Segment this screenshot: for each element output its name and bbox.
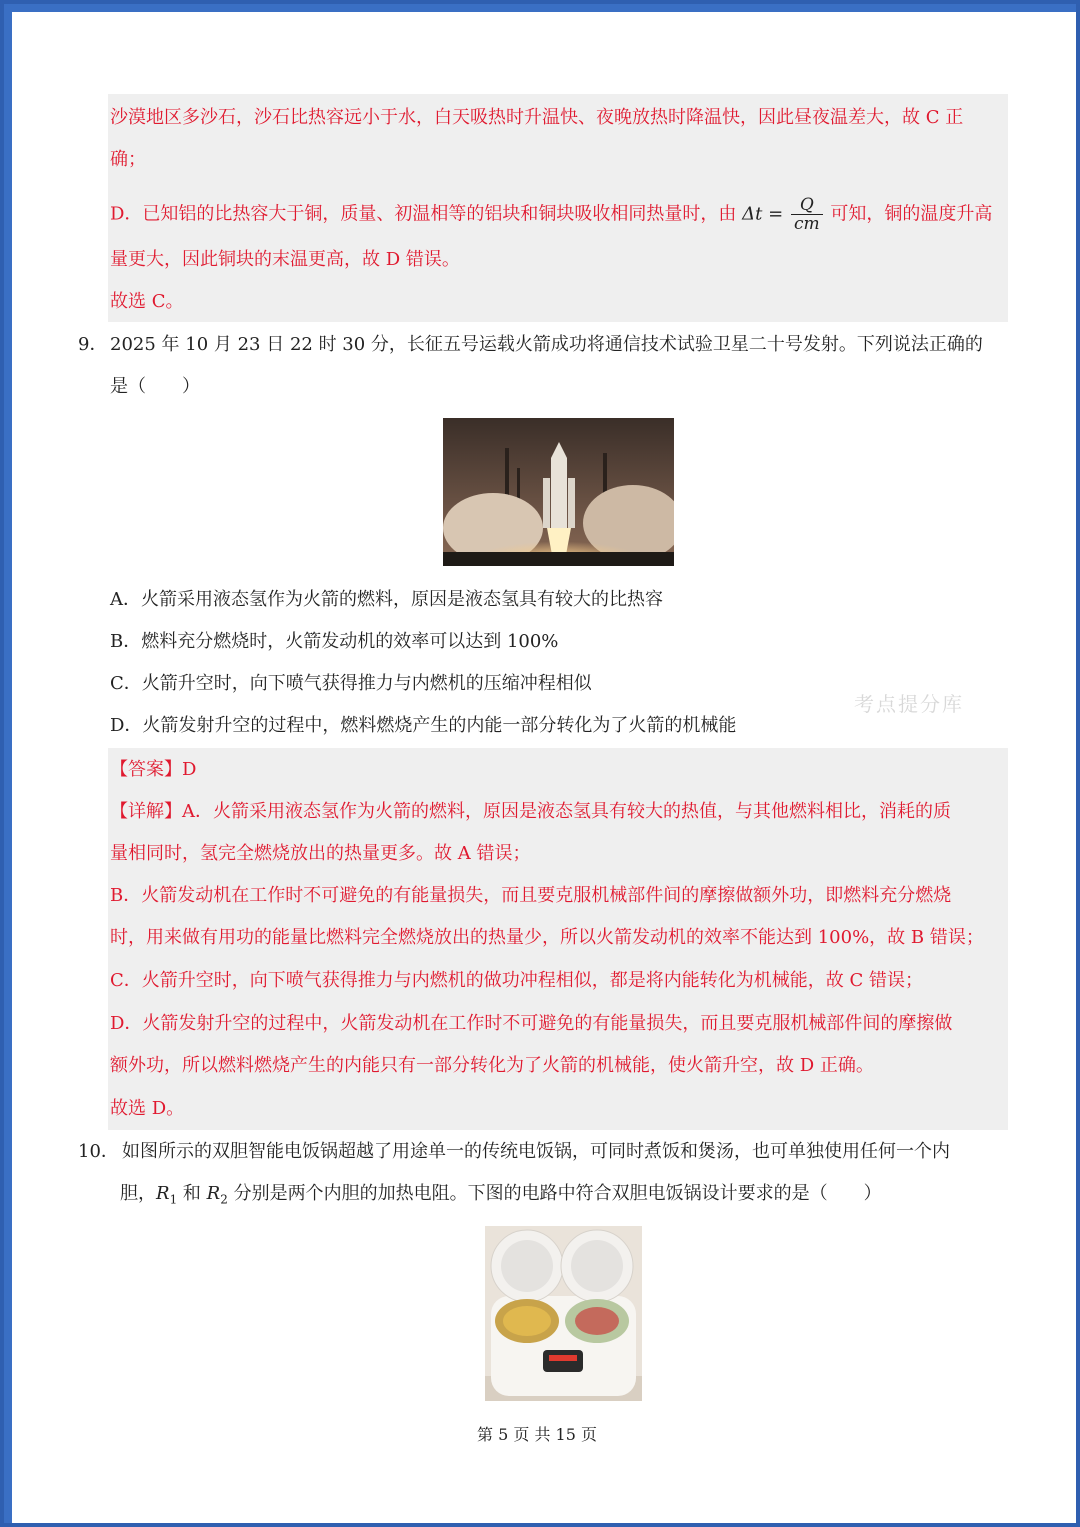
explanation-text: 可知，铜的温度升高 (830, 203, 993, 225)
question-number: 10． (78, 1141, 119, 1162)
question-stem (120, 1182, 882, 1212)
stem-text: 和 (177, 1183, 207, 1204)
resistor-r1-subscript: 1 (169, 1192, 178, 1207)
explanation-line: 确； (110, 149, 146, 170)
rice-cooker-photo (485, 1226, 642, 1401)
formula-lhs: Δt = (742, 203, 784, 225)
rocket-launch-photo (443, 418, 674, 566)
explanation-line: 沙漠地区多沙石，沙石比热容远小于水，白天吸热时升温快、夜晚放热时降温快，因此昼夜温差大，故 C 正 (110, 107, 964, 128)
option-d: D．火箭发射升空的过程中，燃料燃烧产生的内能一部分转化为了火箭的机械能 (110, 715, 737, 736)
explanation-option-d (110, 196, 992, 233)
question-stem: 2025 年 10 月 23 日 22 时 30 分，长征五号运载火箭成功将通信技术试验卫星二十号发射。下列说法正确的 (110, 334, 983, 355)
question-stem: 如图所示的双胆智能电饭锅超越了用途单一的传统电饭锅，可同时煮饭和煲汤，也可单独使用任何一个内 (122, 1141, 950, 1162)
watermark-logo: 考点提分库 (854, 692, 964, 716)
option-a: A．火箭采用液态氢作为火箭的燃料，原因是液态氢具有较大的比热容 (110, 589, 663, 610)
page-border (4, 4, 1076, 1523)
detail-line: D．火箭发射升空的过程中，火箭发动机在工作时不可避免的有能量损失，而且要克服机械部件间的摩擦做 (110, 1013, 953, 1034)
document-page (12, 12, 1076, 1523)
detail-line (110, 800, 951, 824)
detail-label: 【详解】 (110, 801, 182, 822)
resistor-r1: R (156, 1183, 170, 1204)
option-c: C．火箭升空时，向下喷气获得推力与内燃机的压缩冲程相似 (110, 673, 592, 694)
detail-line: 额外功，所以燃料燃烧产生的内能只有一部分转化为了火箭的机械能，使火箭升空，故 D 正确。 (110, 1055, 874, 1076)
explanation-text: D．已知铝的比热容大于铜，质量、初温相等的铝块和铜块吸收相同热量时，由 (110, 203, 737, 225)
resistor-r2-subscript: 2 (220, 1192, 228, 1207)
detail-line: 时，用来做有用功的能量比燃料完全燃烧放出的热量少，所以火箭发动机的效率不能达到 100%，故 B 错误； (110, 927, 984, 948)
detail-text: A．火箭采用液态氢作为火箭的燃料，原因是液态氢具有较大的热值，与其他燃料相比，消耗的质 (182, 801, 951, 822)
stem-text: 胆， (120, 1183, 156, 1204)
explanation-line: 量更大，因此铜块的末温更高，故 D 错误。 (110, 249, 460, 270)
option-b: B．燃料充分燃烧时，火箭发动机的效率可以达到 100% (110, 631, 559, 652)
formula-numerator: Q (791, 196, 823, 215)
stem-text: 分别是两个内胆的加热电阻。下图的电路中符合双胆电饭锅设计要求的是（ ） (227, 1183, 882, 1204)
detail-line: C．火箭升空时，向下喷气获得推力与内燃机的做功冲程相似，都是将内能转化为机械能，故 C 错误； (110, 970, 923, 991)
answer-line: 【答案】D (110, 759, 197, 780)
formula-fraction (791, 196, 823, 233)
choice-line: 故选 D。 (110, 1098, 185, 1119)
detail-line: B．火箭发动机在工作时不可避免的有能量损失，而且要克服机械部件间的摩擦做额外功，即燃料充分燃烧 (110, 885, 952, 906)
page-footer: 第 5 页 共 15 页 (477, 1425, 597, 1444)
question-stem: 是（ ） (110, 376, 200, 397)
detail-line: 量相同时，氢完全燃烧放出的热量更多。故 A 错误； (110, 843, 531, 864)
choice-line: 故选 C。 (110, 291, 184, 312)
resistor-r2: R (206, 1183, 221, 1204)
question-number: 9． (78, 334, 108, 355)
formula-denominator: cm (793, 214, 820, 234)
